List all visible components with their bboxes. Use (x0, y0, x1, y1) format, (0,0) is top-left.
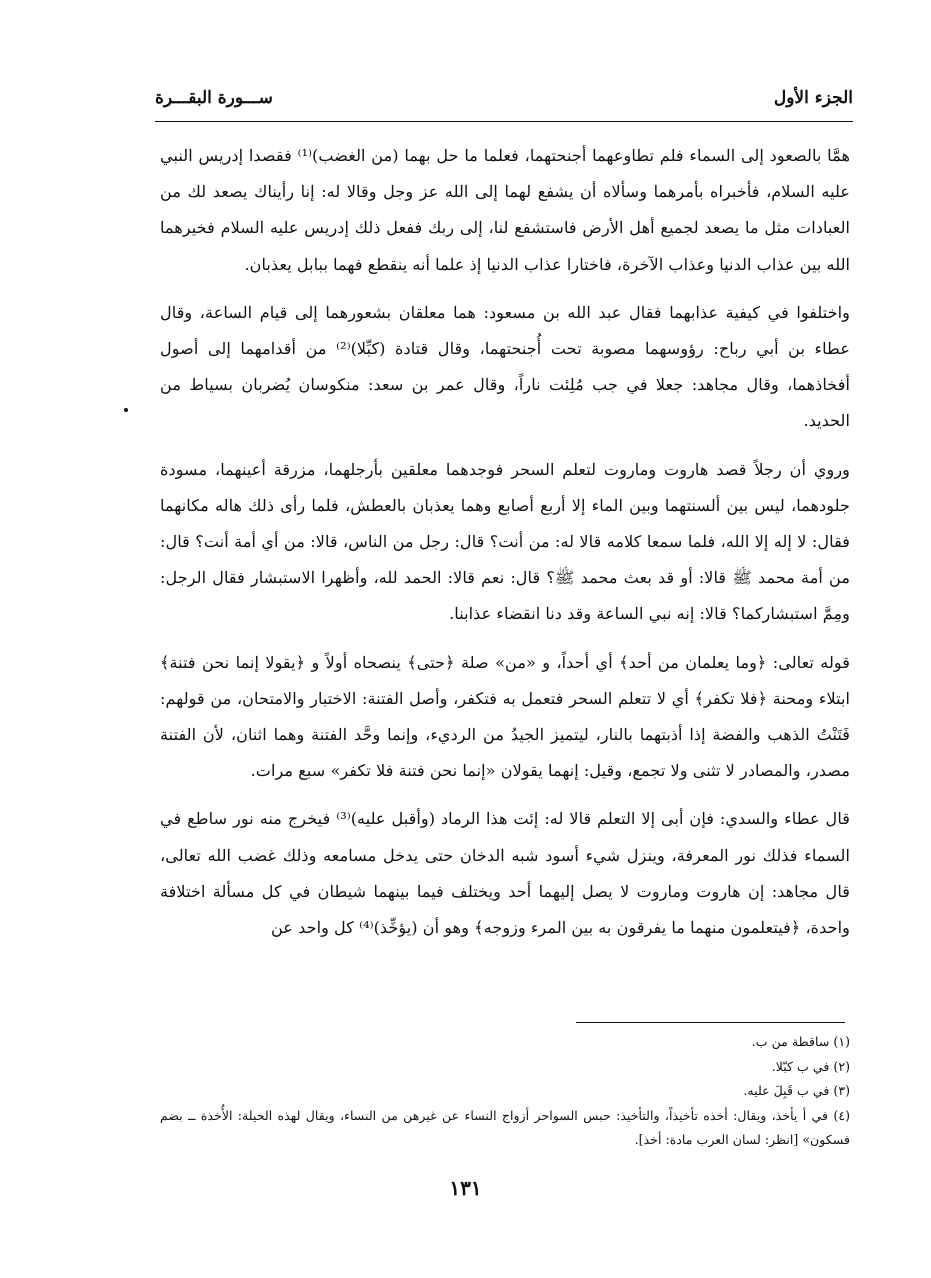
paragraph: واختلفوا في كيفية عذابهما فقال عبد الله بن مسعود: هما معلقان بشعورهما إلى قيام الساعة، وقال عطاء بن أبي رباح: رؤوسهما مصوبة تحت أُجنحتهما، وقال قتادة (كبِّلا)⁽²⁾ من أقدامهما إلى أصول أفخاذهما، وقال مجاهد: جعلا في جب مُلِئت ناراً، وقال عمر بن سعد: منكوسان يُضربان بسياط من الحديد. (160, 302, 850, 431)
part-title: الجزء الأول (773, 88, 853, 108)
page-number: ١٣١ (449, 1176, 482, 1200)
paragraph: قال عطاء والسدي: فإن أبى إلا التعلم قالا له: إئت هذا الرماد (وأقبل عليه)⁽³⁾ فيخرج منه نور ساطع في السماء فذلك نور المعرفة، وينزل شيء أسود شبه الدخان حتى يدخل مسامعه وذلك غضب الله تعالى، قال مجاهد: إن هاروت وماروت لا يصل إليهما أحد ويختلف فيما بينهما شيطان في كل مسألة اختلافة واحدة، ﴿فيتعلمون منهما ما يفرقون به بين المرء وزوجه﴾ وهو أن (يؤخِّذ)⁽⁴⁾ كل واحد عن (160, 809, 850, 938)
paragraph: قوله تعالى: ﴿وما يعلمان من أحد﴾ أي أحداً، و «من» صلة ﴿حتى﴾ ينصحاه أولاً و ﴿يقولا إنما نحن فتنة﴾ ابتلاء ومحنة ﴿فلا تكفر﴾ أي لا تتعلم السحر فتعمل به فتكفر، وأصل الفتنة: الاختبار والامتحان، من قولهم: فَتَنْتُ الذهب والفضة إذا أذبتهما بالنار، ليتميز الجيدُ من الرديء، وإنما وحَّد الفتنة وهما اثنان، لأن الفتنة مصدر، والمصادر لا تثنى ولا تجمع، وقيل: إنهما يقولان «إنما نحن فتنة فلا تكفر» سبع مرات. (160, 652, 850, 781)
page-header (155, 80, 853, 116)
surah-title: ســـورة البقـــرة (155, 88, 273, 108)
header-rule (155, 121, 853, 122)
paragraph: وروي أن رجلاً قصد هاروت وماروت لتعلم السحر فوجدهما معلقين بأرجلهما، مزرقة أعينهما، مسودة جلودهما، ليس بين ألسنتهما وبين الماء إلا أربع أصابع وهما يعذبان بالعطش، فلما رأى ذلك هاله مكانهما فقال: لا إله إلا الله، فلما سمعا كلامه قالا له: من أنت؟ قال: رجل من الناس، قالا: من أي أمة أنت؟ قال: من أمة محمد ﷺ قالا: أو قد بعث محمد ﷺ؟ قال: نعم قالا: الحمد لله، وأظهرا الاستبشار فقال الرجل: ومِمَّ استبشاركما؟ قالا: إنه نبي الساعة وقد دنا انقضاء عذابنا. (160, 459, 850, 624)
paragraph: همَّا بالصعود إلى السماء فلم تطاوعهما أجنحتهما، فعلما ما حل بهما (من الغضب)⁽¹⁾ فقصدا إدريس النبي عليه السلام، فأخبراه بأمرهما وسألاه أن يشفع لهما إلى الله عز وجل وقالا له: إنا رأيناك يصعد لك من العبادات مثل ما يصعد لجميع أهل الأرض فاستشفع لنا، إلى ربك ففعل ذلك إدريس عليه السلام فخيرهما الله بين عذاب الدنيا وعذاب الآخرة، فاختارا عذاب الدنيا إذ علما أنه ينقطع فهما ببابل يعذبان. (160, 146, 850, 274)
footnote: (٢) في ب كبّلا. (771, 1058, 850, 1074)
footnote-rule (576, 1022, 845, 1023)
footnote: (٤) في أ يأخذ، ويقال: أخذه تأخيذاً، والتأخيذ: حبس السواحر أزواج النساء عن غيرهن من النساء، ويقال لهذه الحيلة: الأُخذة ــ بضم فسكون» [انظر: لسان العرب مادة: أخذ]. (160, 1107, 850, 1147)
footnotes (160, 1030, 850, 1153)
main-text (160, 138, 850, 958)
margin-dot (124, 408, 128, 412)
footnote: (١) ساقطة من ب. (751, 1034, 850, 1049)
footnote: (٣) في ب قَبِلَ عليه. (743, 1083, 850, 1098)
